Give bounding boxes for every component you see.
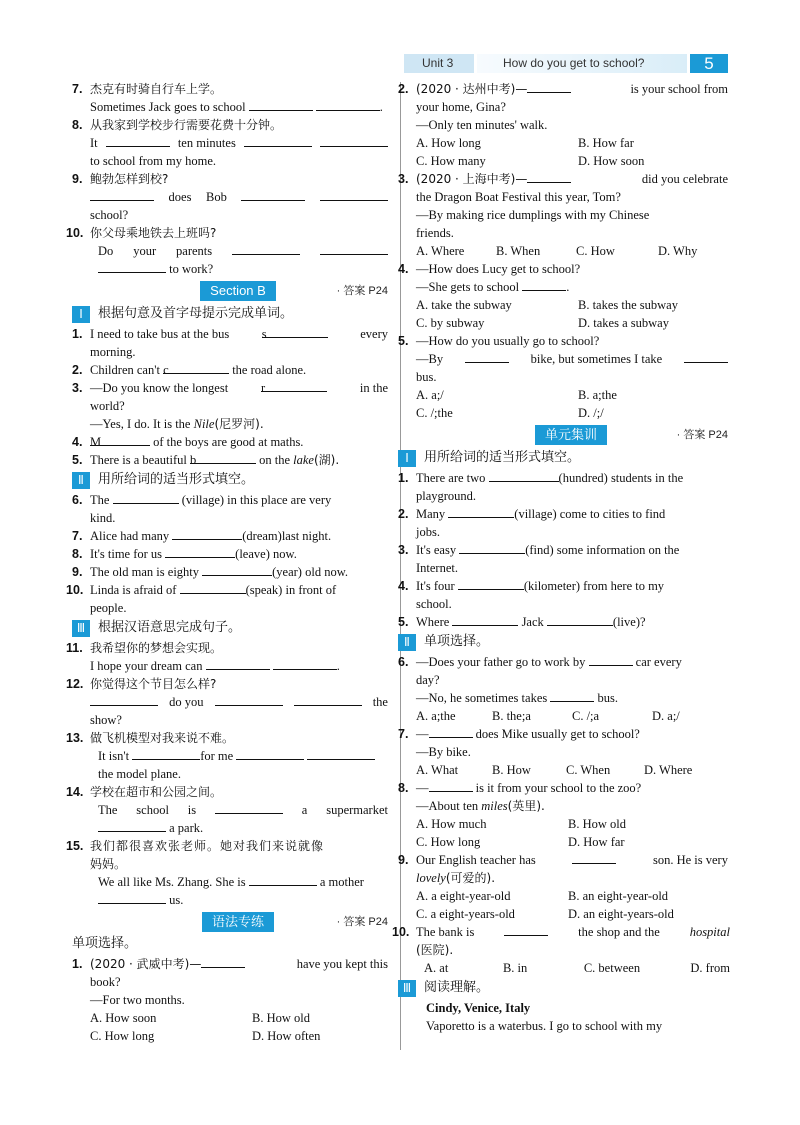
answer-blank[interactable] <box>241 188 305 201</box>
d-question-11: 11. 我希望你的梦想会实现。 I hope your dream can . <box>66 641 340 673</box>
answer-blank[interactable] <box>113 491 179 504</box>
unit-label: Unit 3 <box>404 54 474 73</box>
option-a[interactable]: A. at <box>424 961 449 975</box>
option-a[interactable]: A. What <box>416 763 459 777</box>
b-question-5: 5. There is a beautiful b on the lake(湖). <box>72 453 340 467</box>
option-c[interactable]: C. How long <box>416 835 481 849</box>
option-a[interactable]: A. take the subway <box>416 298 512 312</box>
option-d[interactable]: D. a;/ <box>652 709 680 723</box>
answer-blank[interactable] <box>527 170 571 183</box>
answer-blank[interactable] <box>459 541 525 554</box>
left-column <box>66 80 388 1045</box>
option-d[interactable]: D. Where <box>644 763 693 777</box>
option-d[interactable]: D. from <box>690 961 730 975</box>
option-a[interactable]: A. a eight-year-old <box>416 889 511 903</box>
option-d[interactable]: D. Why <box>658 244 698 258</box>
answer-blank[interactable] <box>458 577 524 590</box>
option-b[interactable]: B. How old <box>568 817 626 831</box>
unit-training-header <box>414 424 728 446</box>
option-c[interactable]: C. When <box>566 763 611 777</box>
answer-ref: · 答案 P24 <box>676 429 728 441</box>
answer-blank[interactable] <box>429 779 473 792</box>
d-question-12: 12. 你觉得这个节目怎么样? do you the show? <box>66 677 388 727</box>
answer-blank[interactable] <box>294 693 362 706</box>
answer-blank[interactable] <box>572 851 616 864</box>
option-c[interactable]: C. /;the <box>416 406 453 420</box>
option-c[interactable]: C. How long <box>90 1029 155 1043</box>
answer-blank[interactable] <box>244 134 312 147</box>
question-9: 9. 鲍勃怎样到校? does Bob school? <box>88 170 388 224</box>
option-a[interactable]: A. How long <box>416 136 481 150</box>
d-question-14: 14. 学校在超市和公园之间。 The school is a supermarket a park. <box>66 785 388 835</box>
option-d[interactable]: D. /;/ <box>578 406 604 420</box>
answer-blank[interactable]: M <box>90 433 150 446</box>
question-8: 8. 从我家到学校步行需要花费十分钟。 It ten minutes to school from my home. <box>88 116 388 170</box>
f-question-9: 9. Our English teacher has son. He is very lovely(可爱的). A. a eight-year-old B. an eight-year-old C. a eight-years-old D. an eight-years-old <box>398 853 728 921</box>
option-d[interactable]: D. How far <box>568 835 625 849</box>
option-c[interactable]: C. by subway <box>416 316 485 330</box>
option-c[interactable]: C. between <box>583 961 641 975</box>
unit-title: How do you get to school? <box>477 54 687 73</box>
option-b[interactable]: B. a;the <box>578 388 617 402</box>
part-3-header: Ⅲ 根据汉语意思完成句子。 <box>72 618 388 638</box>
column-divider <box>400 82 401 1050</box>
e-question-4: 4. It's four (kilometer) from here to my school. <box>398 579 665 611</box>
c-question-8: 8. It's time for us (leave) now. <box>72 547 297 561</box>
option-b[interactable]: B. How <box>492 763 531 777</box>
option-a[interactable]: A. a;the <box>416 709 456 723</box>
answer-blank[interactable] <box>320 242 388 255</box>
d-question-15: 15. 我们都很喜欢张老师。她对我们来说就像 妈妈。 We all like Ms. Zhang. She is a mother us. <box>66 839 364 907</box>
answer-ref: · 答案 P24 <box>336 285 388 297</box>
answer-blank[interactable] <box>232 242 300 255</box>
answer-blank[interactable] <box>504 923 548 936</box>
grammar-section-title: 语法专练 <box>202 912 274 932</box>
answer-blank[interactable] <box>165 545 235 558</box>
answer-blank[interactable]: c <box>163 361 229 374</box>
answer-blank[interactable] <box>90 188 154 201</box>
answer-blank[interactable] <box>429 725 473 738</box>
answer-blank[interactable] <box>236 747 304 760</box>
answer-blank[interactable] <box>452 613 518 626</box>
option-b[interactable]: B. How far <box>578 136 634 150</box>
c-question-7: 7. Alice had many (dream)last night. <box>72 529 332 543</box>
option-d[interactable]: D. How soon <box>578 154 645 168</box>
answer-blank[interactable] <box>550 689 594 702</box>
answer-blank[interactable] <box>172 527 242 540</box>
f-question-7: 7. — does Mike usually get to school? —By bike. A. What B. How C. When D. Where <box>398 727 693 777</box>
b-question-1: 1. I need to take bus at the bus s every morning. <box>72 327 388 359</box>
option-b[interactable]: B. When <box>496 244 541 258</box>
option-a[interactable]: A. How soon <box>90 1011 157 1025</box>
option-c[interactable]: C. /;a <box>572 709 600 723</box>
option-c[interactable]: C. How many <box>416 154 486 168</box>
answer-blank[interactable] <box>249 98 313 111</box>
b-question-2: 2. Children can't c the road alone. <box>72 363 307 377</box>
answer-blank[interactable] <box>684 350 728 363</box>
option-b[interactable]: B. an eight-year-old <box>568 889 669 903</box>
c-question-10: 10. Linda is afraid of (speak) in front of people. <box>66 583 337 615</box>
right-column <box>392 80 730 1035</box>
answer-blank[interactable] <box>215 693 283 706</box>
c-question-6: 6. The (village) in this place are very kind. <box>72 493 332 525</box>
page-header <box>404 54 728 73</box>
answer-blank[interactable] <box>320 134 388 147</box>
answer-blank[interactable] <box>98 891 166 904</box>
answer-blank[interactable] <box>249 873 317 886</box>
answer-blank[interactable] <box>98 260 166 273</box>
question-7: 7. 杰克有时骑自行车上学。 Sometimes Jack goes to school . <box>72 82 383 114</box>
unit-part-2-header: Ⅱ 单项选择。 <box>398 632 728 652</box>
option-b[interactable]: B. takes the subway <box>578 298 678 312</box>
answer-blank[interactable] <box>201 955 245 968</box>
g-question-3: 3. (2020 · 上海中考)— did you celebrate the Dragon Boat Festival this year, Tom? —By making rice dumplings with my Chinese friends. A. Where B. When C. How D. Why <box>398 172 728 258</box>
answer-blank[interactable] <box>132 747 200 760</box>
option-d[interactable]: D. How often <box>252 1029 321 1043</box>
option-a[interactable]: A. How much <box>416 817 487 831</box>
g-question-4: 4. —How does Lucy get to school? —She gets to school . A. take the subway B. takes the subway C. by subway D. takes a subway <box>398 262 678 330</box>
answer-blank[interactable] <box>215 801 283 814</box>
answer-blank[interactable]: s <box>262 325 328 338</box>
answer-blank[interactable] <box>448 505 514 518</box>
b-question-3: 3. —Do you know the longest r in the world? —Yes, I do. It is the Nile(尼罗河). <box>72 381 388 431</box>
answer-blank[interactable] <box>206 657 270 670</box>
g-question-5: 5. —How do you usually go to school? —By bike, but sometimes I take bus. A. a;/ B. a;the C. /;the D. /;/ <box>414 332 728 422</box>
option-c[interactable]: C. a eight-years-old <box>416 907 515 921</box>
answer-blank[interactable]: r <box>261 379 327 392</box>
part-1-header: Ⅰ 根据句意及首字母提示完成单词。 <box>72 304 388 324</box>
c-question-9: 9. The old man is eighty (year) old now. <box>72 565 349 579</box>
unit-part-1-header: Ⅰ 用所给词的适当形式填空。 <box>398 448 728 468</box>
e-question-1: 1. There are two (hundred) students in the playground. <box>398 471 684 503</box>
answer-blank[interactable] <box>465 350 509 363</box>
b-question-4: 4. M of the boys are good at maths. <box>72 435 304 449</box>
d-question-13: 13. 做飞机模型对我来说不难。 It isn't for me the model plane. <box>88 729 388 783</box>
option-b[interactable]: B. in <box>502 961 528 975</box>
answer-ref: · 答案 P24 <box>336 916 388 928</box>
reading-text: Vaporetto is a waterbus. I go to school with my <box>426 1019 663 1033</box>
question-10: 10. 你父母乘地铁去上班吗? Do your parents to work? <box>88 224 388 278</box>
page-number: 5 <box>690 54 728 73</box>
unit-part-3-header: Ⅲ 阅读理解。 <box>398 978 728 998</box>
answer-blank[interactable] <box>527 80 571 93</box>
f-question-8: 8. — is it from your school to the zoo? —About ten miles(英里). A. How much B. How old C. How long D. How far <box>398 781 642 849</box>
answer-blank[interactable] <box>522 278 566 291</box>
f-question-10: 10. The bank is the shop and the hospital (医院). A. at B. in C. between D. from <box>392 925 730 975</box>
unit-training-title: 单元集训 <box>535 425 607 445</box>
option-b[interactable]: B. the;a <box>492 709 531 723</box>
answer-blank[interactable] <box>180 581 246 594</box>
section-b-header <box>88 280 388 302</box>
answer-blank[interactable] <box>320 188 388 201</box>
answer-blank[interactable] <box>489 469 559 482</box>
g-question-1: 1. (2020 · 武威中考)— have you kept this book? —For two months. A. How soon B. How old C. How long D. How often <box>72 957 388 1043</box>
e-question-3: 3. It's easy (find) some information on the Internet. <box>398 543 680 575</box>
option-d[interactable]: D. an eight-years-old <box>568 907 674 921</box>
option-d[interactable]: D. takes a subway <box>578 316 669 330</box>
answer-blank[interactable] <box>589 653 633 666</box>
answer-blank[interactable]: b <box>190 451 256 464</box>
answer-blank[interactable] <box>273 657 337 670</box>
reading-title: Cindy, Venice, Italy <box>426 1001 531 1015</box>
f-question-6: 6. —Does your father go to work by car every day? —No, he sometimes takes bus. A. a;the B. the;a C. /;a D. a;/ <box>398 655 682 723</box>
g-question-2: 2. (2020 · 达州中考)— is your school from your home, Gina? —Only ten minutes' walk. A. How long B. How far C. How many D. How soon <box>398 82 728 168</box>
grammar-section-header <box>88 911 388 933</box>
answer-blank[interactable] <box>202 563 272 576</box>
section-b-title: Section B <box>200 281 276 301</box>
option-b[interactable]: B. How old <box>252 1011 310 1025</box>
answer-blank[interactable] <box>98 819 166 832</box>
e-question-5: 5. Where Jack (live)? <box>398 615 646 629</box>
option-a[interactable]: A. a;/ <box>416 388 444 402</box>
answer-blank[interactable] <box>106 134 170 147</box>
answer-blank[interactable] <box>307 747 375 760</box>
part-2-header: Ⅱ 用所给词的适当形式填空。 <box>72 470 388 490</box>
option-a[interactable]: A. Where <box>416 244 465 258</box>
answer-blank[interactable] <box>90 693 158 706</box>
option-c[interactable]: C. How <box>576 244 615 258</box>
answer-blank[interactable] <box>316 98 380 111</box>
multiple-choice-heading: 单项选择。 <box>72 936 138 951</box>
answer-blank[interactable] <box>547 613 613 626</box>
e-question-2: 2. Many (village) come to cities to find jobs. <box>398 507 666 539</box>
